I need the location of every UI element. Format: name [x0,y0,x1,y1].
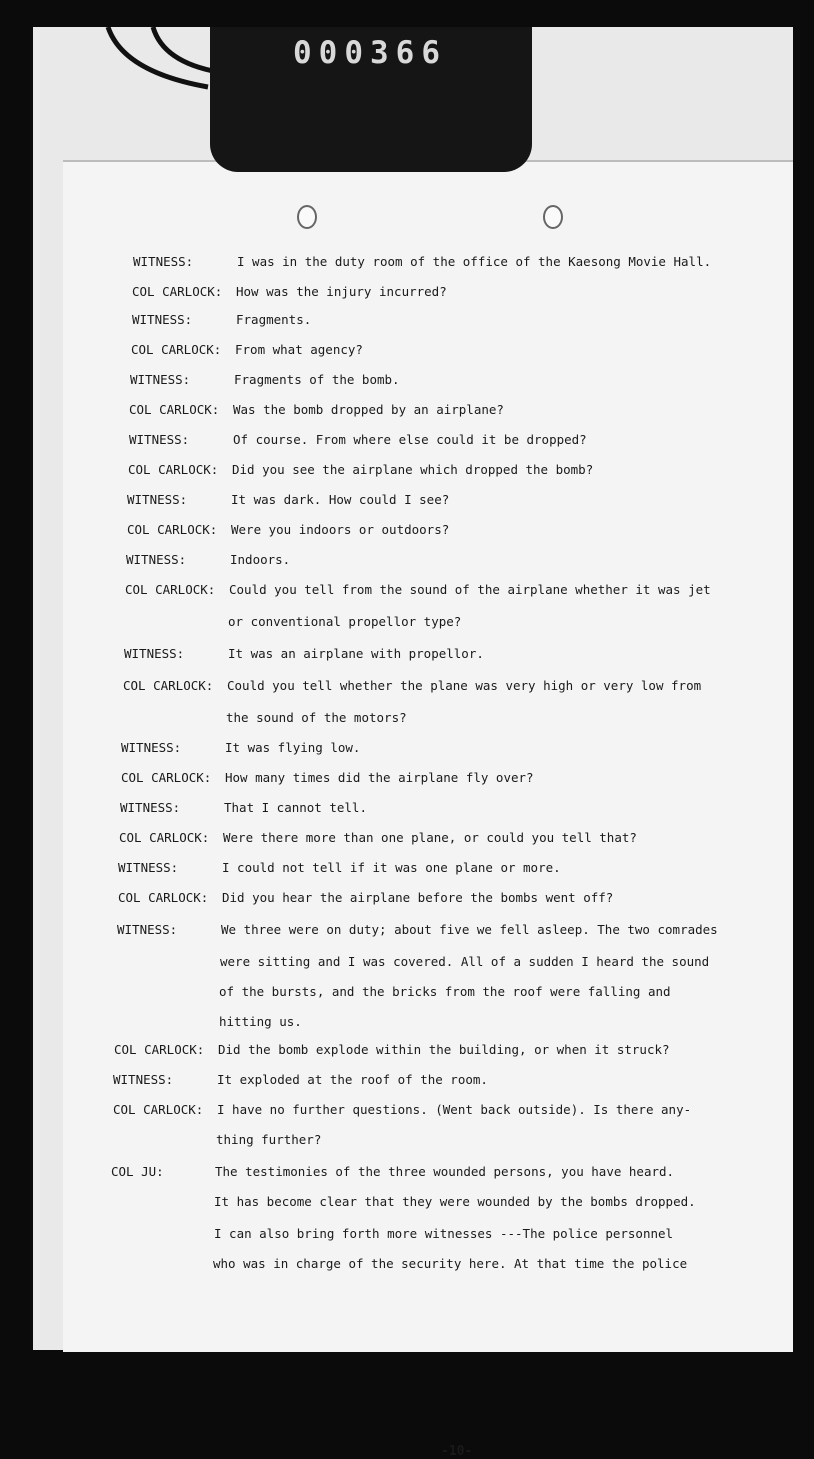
speech-text: How many times did the airplane fly over? [225,770,534,785]
speech-text: Could you tell from the sound of the airplane whether it was jet [229,582,711,597]
speaker-label: WITNESS: [130,372,191,387]
speaker-label: COL CARLOCK: [121,770,212,785]
speaker-label: WITNESS: [120,800,181,815]
speaker-label: WITNESS: [113,1072,174,1087]
speech-text: It was an airplane with propellor. [228,646,484,661]
speech-text: Indoors. [230,552,291,567]
speech-text: Fragments. [236,312,312,327]
speaker-label: COL CARLOCK: [119,830,210,845]
speech-text: Of course. From where else could it be dropped? [233,432,587,447]
speaker-label: COL CARLOCK: [118,890,209,905]
binder-clip [210,27,532,172]
speech-text: It has become clear that they were wounded by the bombs dropped. [214,1194,696,1209]
speech-text: Were you indoors or outdoors? [231,522,450,537]
speech-text: Could you tell whether the plane was very high or very low from [227,678,702,693]
speech-text: or conventional propellor type? [228,614,462,629]
speaker-label: WITNESS: [124,646,185,661]
speech-text: hitting us. [219,1014,302,1029]
speech-text: That I cannot tell. [224,800,367,815]
speech-text: Were there more than one plane, or could you tell that? [223,830,637,845]
speaker-label: COL CARLOCK: [131,342,222,357]
speech-text: thing further? [216,1132,322,1147]
speech-text: The testimonies of the three wounded persons, you have heard. [215,1164,675,1179]
speech-text: We three were on duty; about five we fell asleep. The two comrades [221,922,718,937]
speech-text: It was flying low. [225,740,361,755]
speech-text: From what agency? [235,342,363,357]
speaker-label: COL CARLOCK: [123,678,214,693]
speaker-label: COL CARLOCK: [113,1102,204,1117]
speech-text: Fragments of the bomb. [234,372,400,387]
punch-hole [297,205,317,229]
speaker-label: WITNESS: [126,552,187,567]
speech-text: Did you hear the airplane before the bombs went off? [222,890,614,905]
document-page [63,160,793,1459]
speaker-label: WITNESS: [129,432,190,447]
speaker-label: WITNESS: [133,254,194,269]
speech-text: How was the injury incurred? [236,284,447,299]
speaker-label: WITNESS: [127,492,188,507]
binder-wire [98,27,228,97]
speech-text: who was in charge of the security here. At that time the police [213,1256,688,1271]
speech-text: Did the bomb explode within the building, or when it struck? [218,1042,670,1057]
speech-text: I have no further questions. (Went back outside). Is there any- [217,1102,692,1117]
punch-hole [543,205,563,229]
page-number: -10- [441,1444,473,1459]
speech-text: the sound of the motors? [226,710,407,725]
speech-text: Was the bomb dropped by an airplane? [233,402,504,417]
speaker-label: COL CARLOCK: [129,402,220,417]
speaker-label: WITNESS: [132,312,193,327]
speech-text: were sitting and I was covered. All of a sudden I heard the sound [220,954,710,969]
speech-text: I could not tell if it was one plane or more. [222,860,561,875]
speaker-label: COL CARLOCK: [125,582,216,597]
speech-text: of the bursts, and the bricks from the roof were falling and [219,984,671,999]
speech-text: I can also bring forth more witnesses ---The police personnel [214,1226,674,1241]
speaker-label: COL JU: [111,1164,164,1179]
speech-text: It exploded at the roof of the room. [217,1072,488,1087]
speaker-label: COL CARLOCK: [128,462,219,477]
speaker-label: COL CARLOCK: [127,522,218,537]
speaker-label: WITNESS: [117,922,178,937]
speaker-label: COL CARLOCK: [114,1042,205,1057]
speaker-label: COL CARLOCK: [132,284,223,299]
document-counter: 000366 [293,35,447,71]
speaker-label: WITNESS: [121,740,182,755]
speech-text: I was in the duty room of the office of the Kaesong Movie Hall. [237,254,712,269]
speech-text: Did you see the airplane which dropped the bomb? [232,462,594,477]
speaker-label: WITNESS: [118,860,179,875]
speech-text: It was dark. How could I see? [231,492,450,507]
